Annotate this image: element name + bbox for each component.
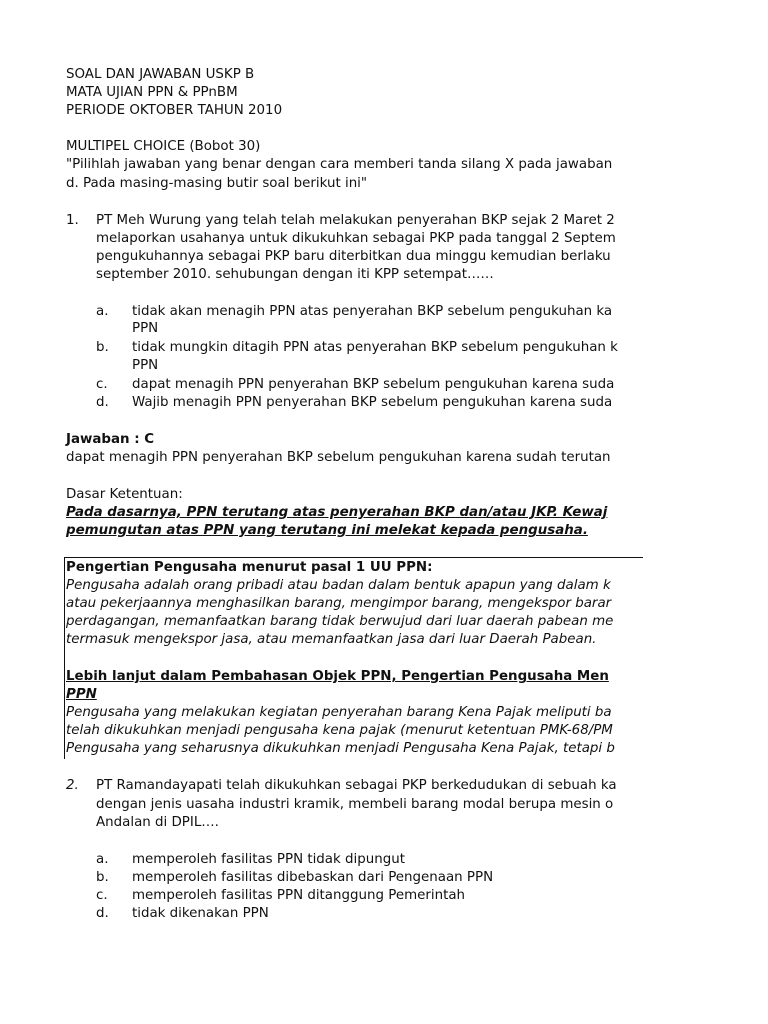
box-paragraph-line: telah dikukuhkan menjadi pengusaha kena pajak (menurut ketentuan PMK-68/PM xyxy=(66,723,613,738)
box-paragraph-line: Pengusaha yang melakukan kegiatan penyerahan barang Kena Pajak meliputi ba xyxy=(66,705,612,720)
box-paragraph-line: Pengusaha yang seharusnya dikukuhkan menjadi Pengusaha Kena Pajak, tetapi b xyxy=(66,741,615,756)
option-text: Wajib menagih PPN penyerahan BKP sebelum pengukuhan karena suda xyxy=(132,395,613,410)
option-letter: a. xyxy=(96,304,109,319)
question-1-line: melaporkan usahanya untuk dikukuhkan sebagai PKP pada tanggal 2 Septem xyxy=(96,231,616,246)
box-heading-2-cont: PPN xyxy=(66,687,97,702)
doc-title-line-1: SOAL DAN JAWABAN USKP B xyxy=(66,67,255,82)
box-heading-1: Pengertian Pengusaha menurut pasal 1 UU PPN: xyxy=(66,560,433,575)
box-paragraph-line: perdagangan, memanfaatkan barang tidak berwujud dari luar daerah pabean me xyxy=(66,614,614,629)
basis-line-1: Pada dasarnya, PPN terutang atas penyerahan BKP dan/atau JKP. Kewaj xyxy=(66,505,608,520)
option-text-cont: PPN xyxy=(132,321,159,336)
question-2-line: Andalan di DPIL…. xyxy=(96,815,219,830)
option-text: memperoleh fasilitas dibebaskan dari Pengenaan PPN xyxy=(132,870,494,885)
option-text: memperoleh fasilitas PPN tidak dipungut xyxy=(132,852,405,867)
section-title: MULTIPEL CHOICE (Bobot 30) xyxy=(66,139,261,154)
doc-title-line-3: PERIODE OKTOBER TAHUN 2010 xyxy=(66,103,283,118)
option-text: memperoleh fasilitas PPN ditanggung Pemerintah xyxy=(132,888,466,903)
question-2-number: 2. xyxy=(66,778,79,793)
option-text: tidak akan menagih PPN atas penyerahan BKP sebelum pengukuhan ka xyxy=(132,304,613,319)
option-text-cont: PPN xyxy=(132,358,159,373)
box-paragraph-line: termasuk mengekspor jasa, atau memanfaatkan jasa dari luar Daerah Pabean. xyxy=(66,632,597,647)
answer-text: dapat menagih PPN penyerahan BKP sebelum pengukuhan karena sudah terutan xyxy=(66,450,611,465)
box-border-top xyxy=(64,557,643,558)
option-letter: b. xyxy=(96,870,109,885)
option-letter: a. xyxy=(96,852,109,867)
option-letter: d. xyxy=(96,906,109,921)
box-paragraph-line: atau pekerjaannya menghasilkan barang, mengimpor barang, mengekspor barar xyxy=(66,596,612,611)
option-letter: d. xyxy=(96,395,109,410)
answer-label: Jawaban : C xyxy=(66,432,155,447)
option-text: tidak dikenakan PPN xyxy=(132,906,269,921)
option-letter: b. xyxy=(96,340,109,355)
question-2-line: dengan jenis uasaha industri kramik, membeli barang modal berupa mesin o xyxy=(96,797,614,812)
basis-line-2: pemungutan atas PPN yang terutang ini melekat kepada pengusaha. xyxy=(66,523,588,538)
box-border-left xyxy=(64,557,65,759)
option-letter: c. xyxy=(96,377,108,392)
question-1-line: pengukuhannya sebagai PKP baru diterbitkan dua minggu kemudian berlaku xyxy=(96,249,611,264)
box-heading-2: Lebih lanjut dalam Pembahasan Objek PPN, Pengertian Pengusaha Men xyxy=(66,669,609,684)
question-1-line: september 2010. sehubungan dengan iti KPP setempat…… xyxy=(96,267,494,282)
question-1-line: PT Meh Wurung yang telah telah melakukan penyerahan BKP sejak 2 Maret 2 xyxy=(96,213,615,228)
instruction-line-1: "Pilihlah jawaban yang benar dengan cara memberi tanda silang X pada jawaban xyxy=(66,157,613,172)
basis-label: Dasar Ketentuan: xyxy=(66,487,183,502)
option-text: dapat menagih PPN penyerahan BKP sebelum pengukuhan karena suda xyxy=(132,377,615,392)
doc-title-line-2: MATA UJIAN PPN & PPnBM xyxy=(66,85,238,100)
option-letter: c. xyxy=(96,888,108,903)
box-paragraph-line: Pengusaha adalah orang pribadi atau badan dalam bentuk apapun yang dalam k xyxy=(66,578,611,593)
question-1-number: 1. xyxy=(66,213,79,228)
option-text: tidak mungkin ditagih PPN atas penyerahan BKP sebelum pengukuhan k xyxy=(132,340,618,355)
question-2-line: PT Ramandayapati telah dikukuhkan sebagai PKP berkedudukan di sebuah ka xyxy=(96,778,617,793)
instruction-line-2: d. Pada masing-masing butir soal berikut ini" xyxy=(66,176,368,191)
